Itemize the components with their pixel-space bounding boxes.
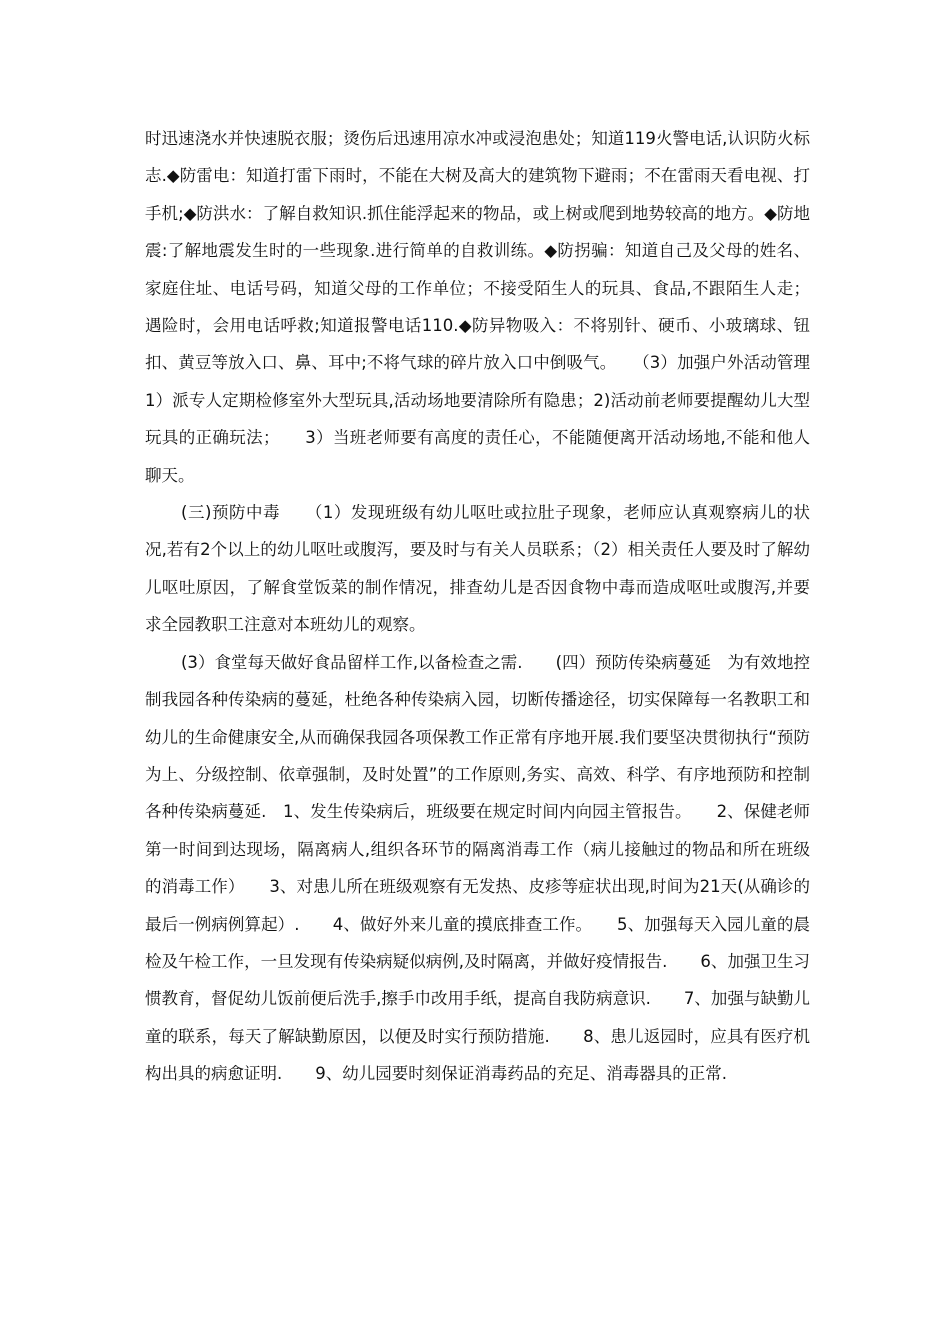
- paragraph-prevent-poisoning: (三)预防中毒 （1）发现班级有幼儿呕吐或拉肚子现象，老师应认真观察病儿的状况,若有2个以上的幼儿呕吐或腹泻，要及时与有关人员联系；（2）相关责任人要及时了解幼儿呕吐原因，了解食堂饭菜的制作情况，排查幼儿是否因食物中毒而造成呕吐或腹泻,并要求全园教职工注意对本班幼儿的观察。: [145, 503, 810, 635]
- document-body: [145, 120, 843, 1093]
- paragraph-safety-education: 时迅速浇水并快速脱衣服；烫伤后迅速用凉水冲或浸泡患处；知道119火警电话,认识防火标志.◆防雷电：知道打雷下雨时，不能在大树及高大的建筑物下避雨；不在雷雨天看电视、打手机;◆防洪水：了解自救知识.抓住能浮起来的物品，或上树或爬到地势较高的地方。◆防地震:了解地震发生时的一些现象.进行简单的自救训练。◆防拐骗：知道自己及父母的姓名、家庭住址、电话号码，知道父母的工作单位；不接受陌生人的玩具、食品,不跟陌生人走；遇险时，会用电话呼救;知道报警电话110.◆防异物吸入：不将别针、硬币、小玻璃球、钮扣、黄豆等放入口、鼻、耳中;不将气球的碎片放入口中倒吸气。 （3）加强户外活动管理 1）派专人定期检修室外大型玩具,活动场地要清除所有隐患；2)活动前老师要提醒幼儿大型玩具的正确玩法； 3）当班老师要有高度的责任心，不能随便离开活动场地,不能和他人聊天。: [145, 129, 843, 485]
- paragraph-prevent-infectious-disease: (3）食堂每天做好食品留样工作,以备检查之需. (四）预防传染病蔓延 为有效地控制我园各种传染病的蔓延，杜绝各种传染病入园，切断传播途径，切实保障每一名教职工和幼儿的生命健康安全,从而确保我园各项保教工作正常有序地开展.我们要坚决贯彻执行“预防为上、分级控制、依章强制，及时处置”的工作原则,务实、高效、科学、有序地预防和控制各种传染病蔓延. 1、发生传染病后，班级要在规定时间内向园主管报告。 2、保健老师第一时间到达现场，隔离病人,组织各环节的隔离消毒工作（病儿接触过的物品和所在班级的消毒工作） 3、对患儿所在班级观察有无发热、皮疹等症状出现,时间为21天(从确诊的最后一例病例算起）. 4、做好外来儿童的摸底排查工作。 5、加强每天入园儿童的晨检及午检工作，一旦发现有传染病疑似病例,及时隔离，并做好疫情报告. 6、加强卫生习惯教育，督促幼儿饭前便后洗手,擦手巾改用手纸，提高自我防病意识. 7、加强与缺勤儿童的联系，每天了解缺勤原因，以便及时实行预防措施. 8、患儿返园时，应具有医疗机构出具的病愈证明. 9、幼儿园要时刻保证消毒药品的充足、消毒器具的正常.: [145, 652, 810, 1084]
